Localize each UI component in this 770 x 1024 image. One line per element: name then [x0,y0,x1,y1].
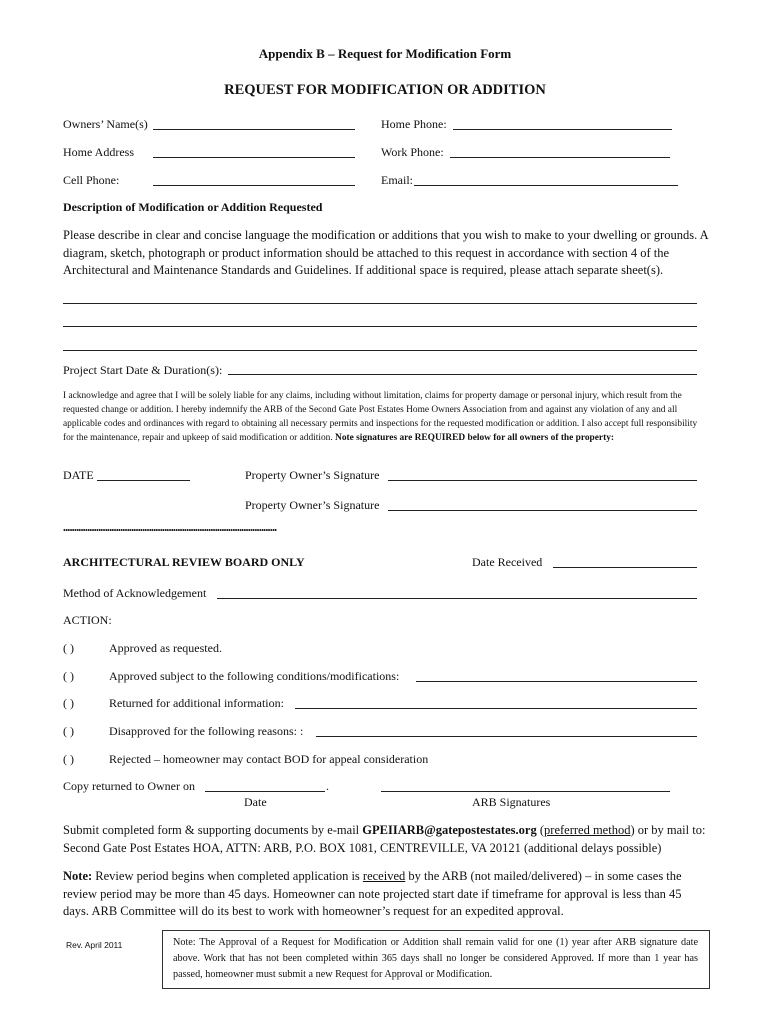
description-instructions: Please describe in clear and concise language the modification or additions that you wish to make to your dwelling or grounds. A diagram, sketch, photograph or product information should be attached to this request in accordance with section 4 of the Architectural and Maintenance Standards and Guidelines. If additional space is required, please attach separate sheet(s). [63,228,708,277]
work-phone-label: Work Phone: [381,145,444,159]
home-phone-label: Home Phone: [381,117,447,131]
owner-signature-label-2: Property Owner’s Signature [245,498,380,512]
work-phone-field[interactable] [450,157,670,158]
owner-signature-field-2[interactable] [388,510,697,511]
received-word: received [362,869,406,883]
submit-text-after: ) or by mail to: Second Gate Post Estates HOA, ATTN: ARB, P.O. BOX 1081, CENTREVILLE, VA 20121 (additional delays possible) [63,823,706,855]
email-field[interactable] [414,185,678,186]
date-caption: Date [244,795,267,809]
action-approved-conditions-label: Approved subject to the following conditions/modifications: [109,669,400,683]
review-note-text-2: by the ARB (not mailed/delivered) – in some cases the review period may be more than 45 days. Homeowner can note projected start date if timeframe for approval is less than 45 days. ARB Committee will do its best to work with homeowner’s request for an expedited approval. [63,869,682,918]
date-field[interactable] [97,480,190,481]
action-checkbox-1[interactable]: ( ) [63,641,74,655]
review-note [63,868,708,921]
arb-heading: ARCHITECTURAL REVIEW BOARD ONLY [63,555,305,569]
cell-phone-label: Cell Phone: [63,173,120,187]
method-ack-label: Method of Acknowledgement [63,586,207,600]
project-start-field[interactable] [228,374,697,375]
owner-signature-label-1: Property Owner’s Signature [245,468,380,482]
action-disapproved-label: Disapproved for the following reasons: : [109,724,304,738]
copy-returned-period: . [326,779,329,793]
action-label: ACTION: [63,613,112,627]
review-note-text-1: Review period begins when completed application is [92,869,363,883]
submit-text-before: Submit completed form & supporting documents by e-mail [63,823,363,837]
submit-paren-open: ( [536,823,545,837]
description-line-1[interactable] [63,303,697,304]
arb-signatures-field[interactable] [381,791,670,792]
submit-instructions [63,822,708,857]
date-label: DATE [63,468,94,482]
preferred-method: preferred method [544,823,631,837]
home-phone-field[interactable] [453,129,672,130]
method-ack-field[interactable] [217,598,697,599]
copy-returned-date-field[interactable] [205,791,325,792]
signature-required-note: Note signatures are REQUIRED below for all owners of the property: [335,433,615,443]
validity-note: Note: The Approval of a Request for Modification or Addition shall remain valid for one (1) year after ARB signature date above. Work that has not been completed within 365 days shall no longer be considered Approved. If more than 1 year has passed, homeowner must submit a new Request for Approval or Modification. [173,937,698,980]
date-received-field[interactable] [553,567,697,568]
description-line-3[interactable] [63,350,697,351]
copy-returned-label: Copy returned to Owner on [63,779,195,793]
date-received-label: Date Received [472,555,543,569]
action-checkbox-3[interactable]: ( ) [63,696,74,710]
arb-signatures-caption: ARB Signatures [472,795,551,809]
submit-email[interactable]: GPEIIARB@gatepostestates.org [362,823,537,837]
revision-label: Rev. April 2011 [66,940,123,950]
appendix-title: Appendix B – Request for Modification Form [258,46,512,61]
cell-phone-field[interactable] [153,185,355,186]
disapproved-field[interactable] [316,736,697,737]
conditions-field[interactable] [416,681,697,682]
validity-note-box [162,930,710,989]
description-heading: Description of Modification or Addition Requested [63,200,323,214]
acknowledgement-text [63,389,710,445]
action-checkbox-2[interactable]: ( ) [63,669,74,683]
home-address-label: Home Address [63,145,134,159]
description-line-2[interactable] [63,326,697,327]
review-note-label: Note: [63,869,93,883]
home-address-field[interactable] [153,157,355,158]
owners-name-label: Owners’ Name(s) [63,117,148,131]
action-returned-label: Returned for additional information: [109,696,284,710]
project-start-label: Project Start Date & Duration(s): [63,363,223,377]
action-checkbox-4[interactable]: ( ) [63,724,74,738]
owner-signature-field-1[interactable] [388,480,697,481]
separator-dots: ••••••••••••••••••••••••••••••••••••••••••••••••••••••••••••••••••••••••••••••••••••••••••••••••• [63,526,277,535]
returned-field[interactable] [295,708,697,709]
action-rejected-label: Rejected – homeowner may contact BOD for appeal consideration [109,752,429,766]
action-approved-label: Approved as requested. [109,641,222,655]
owners-name-field[interactable] [153,129,355,130]
form-title: REQUEST FOR MODIFICATION OR ADDITION [224,82,546,98]
acknowledgement-body: I acknowledge and agree that I will be solely liable for any claims, including without limitation, claims for property damage or personal injury, which result from the requested change or addition. I hereby indemnify the ARB of the Second Gate Post Estates Home Owners Association from and against any violation of any and all applicable codes and ordinances with regard to obtaining all necessary permits and inspections for the requested modification or addition. I also accept full responsibility for the maintenance, repair and upkeep of said modification or addition. [63,391,698,443]
email-label: Email: [381,173,413,187]
action-checkbox-5[interactable]: ( ) [63,752,74,766]
